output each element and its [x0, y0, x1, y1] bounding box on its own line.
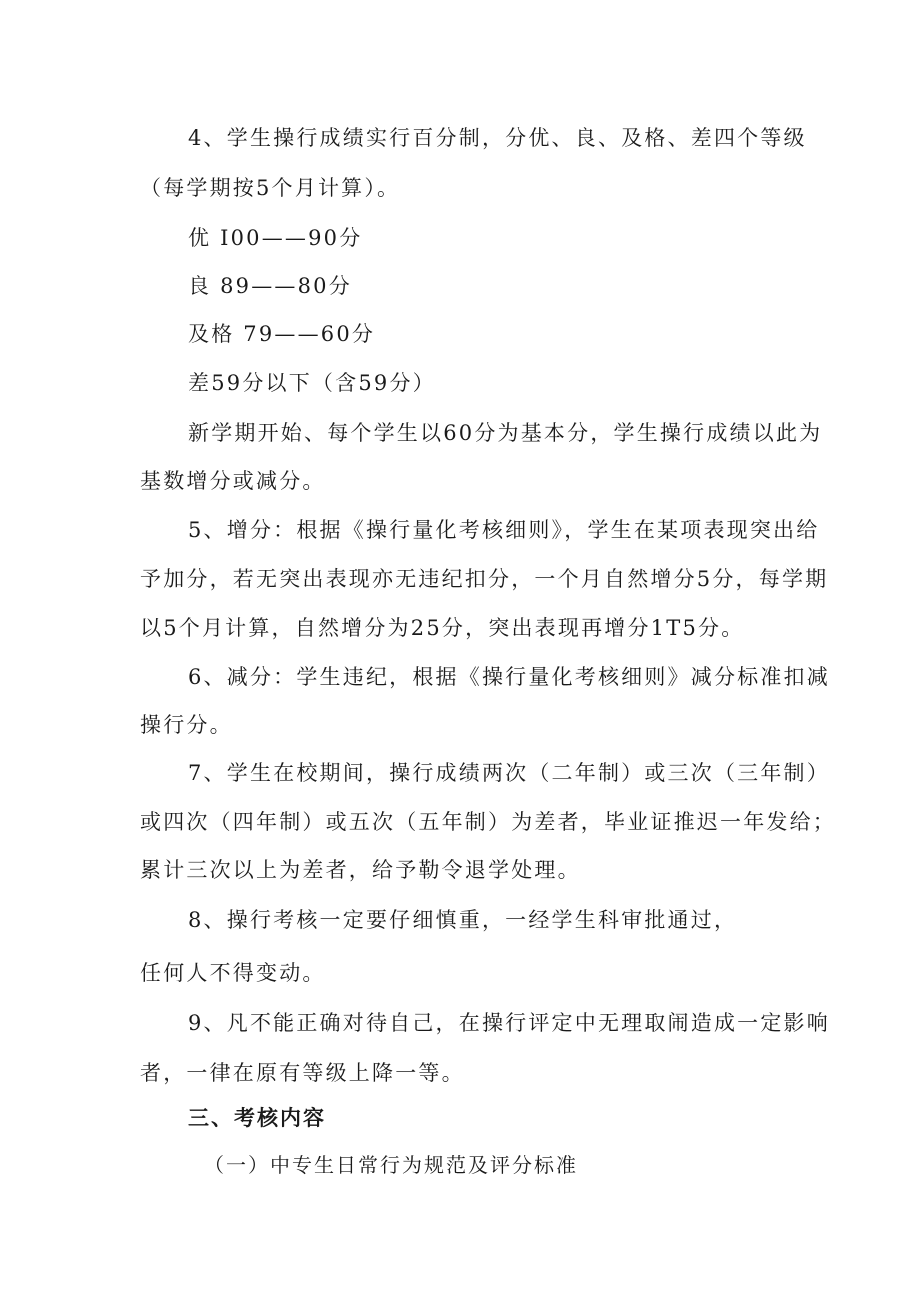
grade-excellent: 优 I00——90分 [188, 226, 363, 250]
paragraph-7-line-1: 7、学生在校期间，操行成绩两次（二年制）或三次（三年制） [188, 761, 830, 785]
base-score-line-2: 基数增分或减分。 [140, 469, 326, 493]
section-heading: 三、考核内容 [188, 1106, 326, 1130]
paragraph-9-line-2: 者，一律在原有等级上降一等。 [140, 1061, 465, 1085]
subsection-heading: （一）中专生日常行为规范及评分标准 [204, 1153, 578, 1177]
paragraph-5-line-3: 以5个月计算，自然增分为25分，突出表现再增分1T5分。 [140, 616, 745, 640]
paragraph-7-line-2: 或四次（四年制）或五次（五年制）为差者，毕业证推迟一年发给； [140, 810, 836, 834]
base-score-line-1: 新学期开始、每个学生以60分为基本分，学生操行成绩以此为 [188, 421, 823, 445]
paragraph-6-line-2: 操行分。 [140, 713, 233, 737]
grade-good: 良 89——80分 [188, 274, 352, 298]
paragraph-8-line-2: 任何人不得变动。 [140, 961, 326, 985]
paragraph-8-line-1: 8、操行考核一定要仔细慎重，一经学生科审批通过， [188, 908, 738, 932]
paragraph-5-line-1: 5、增分：根据《操行量化考核细则》，学生在某项表现突出给 [188, 518, 820, 542]
grade-pass: 及格 79——60分 [188, 322, 376, 346]
paragraph-4-line-2: （每学期按5个月计算）。 [140, 176, 401, 200]
paragraph-6-line-1: 6、减分：学生违纪，根据《操行量化考核细则》减分标准扣减 [188, 665, 830, 689]
paragraph-7-line-3: 累计三次以上为差者，给予勒令退学处理。 [140, 858, 581, 882]
paragraph-5-line-2: 予加分，若无突出表现亦无违纪扣分，一个月自然增分5分，每学期 [140, 567, 829, 591]
paragraph-9-line-1: 9、凡不能正确对待自己，在操行评定中无理取闹造成一定影响 [188, 1011, 830, 1035]
grade-poor: 差59分以下（含59分） [188, 371, 436, 395]
paragraph-4-line-1: 4、学生操行成绩实行百分制，分优、良、及格、差四个等级 [188, 126, 807, 150]
